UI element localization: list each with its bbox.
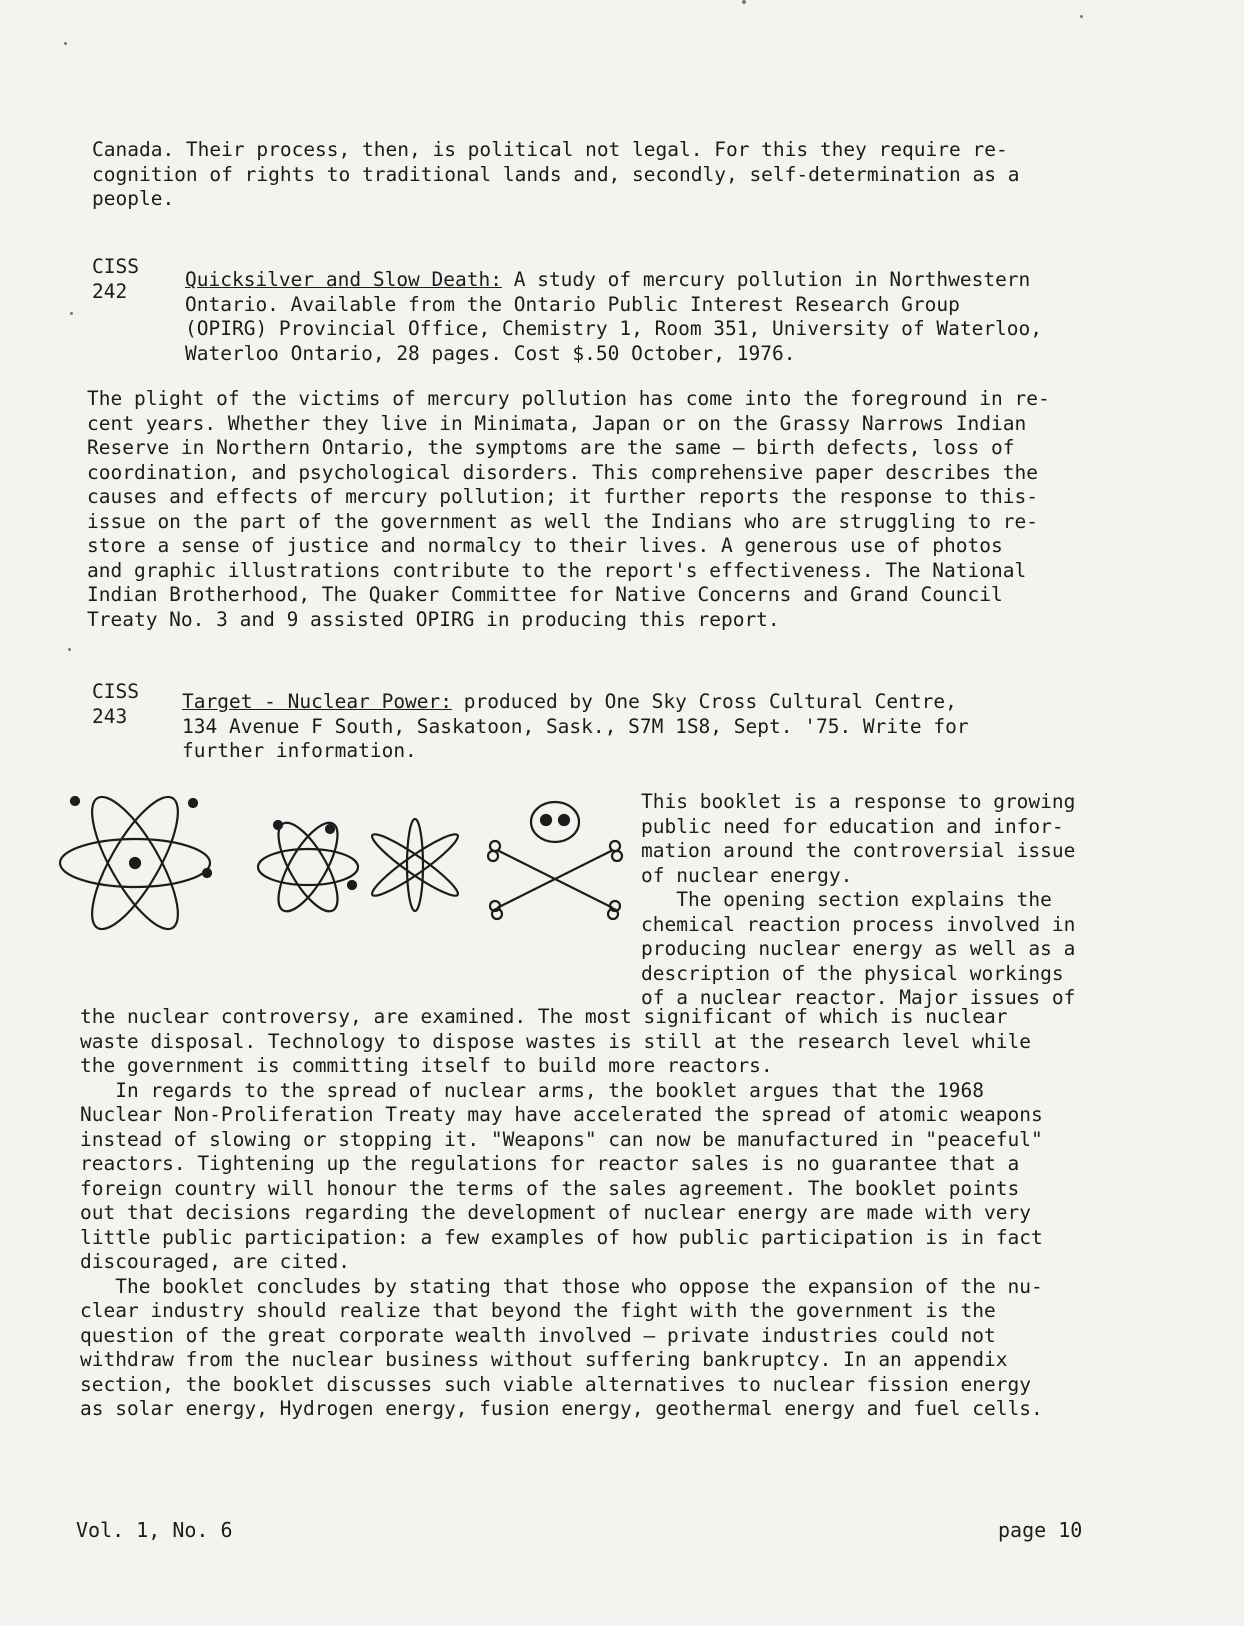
text-line: Reserve in Northern Ontario, the symptoms are the same — birth defects, loss of	[87, 436, 1015, 459]
text-line: public need for education and infor-	[641, 814, 1064, 838]
entry-title-rest-242: A study of mercury pollution in Northwestern	[501, 268, 1031, 291]
text-line: reactors. Tightening up the regulations for reactor sales is no guarantee that a	[80, 1152, 1020, 1175]
code-prefix: CISS	[92, 255, 139, 278]
text-line: The plight of the victims of mercury pollution has come into the foreground in re-	[87, 387, 1050, 410]
paper-speck	[64, 42, 67, 45]
text-line: coordination, and psychological disorders. This comprehensive paper describes the	[87, 460, 1038, 484]
paper-speck	[1080, 15, 1083, 18]
text-line: store a sense of justice and normalcy to their lives. A generous use of photos	[87, 534, 1003, 557]
footer-volume: Vol. 1, No. 6	[76, 1518, 233, 1542]
code-prefix: CISS	[92, 680, 139, 703]
text-line: causes and effects of mercury pollution; it further reports the response to this-	[87, 485, 1038, 508]
text-line: The opening section explains the	[641, 888, 1052, 911]
text-line: Ontario. Available from the Ontario Public Interest Research Group	[185, 292, 960, 316]
paper-speck	[68, 648, 71, 651]
entry-title-242: Quicksilver and Slow Death:	[185, 268, 502, 291]
code-number: 243	[92, 704, 128, 728]
text-line: The booklet concludes by stating that those who oppose the expansion of the nu-	[80, 1274, 1043, 1298]
text-line: Waterloo Ontario, 28 pages. Cost $.50 October, 1976.	[185, 341, 796, 365]
footer-page-number: page 10	[998, 1518, 1083, 1542]
text-line: foreign country will honour the terms of the sales agreement. The booklet points	[80, 1176, 1020, 1200]
entry-body-243	[80, 1005, 1160, 1422]
text-line: Canada. Their process, then, is political not legal. For this they require re-	[92, 138, 1008, 161]
text-line: and graphic illustrations contribute to the report's effectiveness. The National	[87, 558, 1027, 582]
text-line: withdraw from the nuclear business without suffering bankruptcy. In an appendix	[80, 1348, 1008, 1371]
entry-title-rest-243: produced by One Sky Cross Cultural Centre,	[452, 690, 957, 713]
text-line: as solar energy, Hydrogen energy, fusion energy, geothermal energy and fuel cells.	[80, 1397, 1043, 1420]
text-line: of nuclear energy.	[641, 863, 853, 887]
text-line: (OPIRG) Provincial Office, Chemistry 1, Room 351, University of Waterloo,	[185, 317, 1043, 340]
text-line: the nuclear controversy, are examined. The most significant of which is nuclear	[80, 1005, 1008, 1028]
entry-code-243	[92, 680, 172, 729]
entry-title-243: Target - Nuclear Power:	[182, 690, 453, 713]
paper-speck	[70, 312, 73, 315]
skull-and-crossbones-icon	[488, 802, 622, 919]
text-line: cognition of rights to traditional lands and, secondly, self-determination as a	[92, 162, 1020, 186]
text-line: section, the booklet discusses such viable alternatives to nuclear fission energy	[80, 1372, 1031, 1396]
text-line: question of the great corporate wealth involved — private industries could not	[80, 1323, 996, 1347]
text-line: the government is committing itself to build more reactors.	[80, 1054, 773, 1077]
text-line: instead of slowing or stopping it. "Weapons" can now be manufactured in "peaceful"	[80, 1127, 1043, 1151]
entry-header-243	[182, 690, 1132, 764]
text-line: producing nuclear energy as well as a	[641, 937, 1076, 960]
text-line: issue on the part of the government as well the Indians who are struggling to re-	[87, 509, 1038, 533]
text-line: Nuclear Non-Proliferation Treaty may have accelerated the spread of atomic weapons	[80, 1103, 1043, 1126]
text-line: cent years. Whether they live in Minimata, Japan or on the Grassy Narrows Indian	[87, 411, 1027, 435]
text-line: 134 Avenue F South, Saskatoon, Sask., S7M 1S8, Sept. '75. Write for	[182, 714, 969, 738]
text-line: mation around the controversial issue	[641, 839, 1076, 862]
text-line: people.	[92, 187, 175, 210]
text-line: discouraged, are cited.	[80, 1250, 351, 1273]
paper-speck	[742, 0, 746, 4]
text-line: of a nuclear reactor. Major issues of	[641, 986, 1076, 1009]
text-line: further information.	[182, 739, 417, 762]
entry-side-text-243	[641, 790, 1101, 1011]
nuclear-symbols-illustration	[40, 775, 640, 950]
text-line: Treaty No. 3 and 9 assisted OPIRG in producing this report.	[87, 607, 780, 631]
text-line: chemical reaction process involved in	[641, 912, 1076, 936]
crossed-bones-icon	[367, 819, 463, 911]
text-line: In regards to the spread of nuclear arms, the booklet argues that the 1968	[80, 1078, 984, 1102]
text-line: out that decisions regarding the development of nuclear energy are made with very	[80, 1201, 1031, 1224]
intro-paragraph	[92, 138, 1092, 212]
code-number: 242	[92, 279, 128, 303]
text-line: Indian Brotherhood, The Quaker Committee for Native Concerns and Grand Council	[87, 583, 1003, 606]
text-line: description of the physical workings	[641, 961, 1064, 985]
entry-body-242	[87, 387, 1147, 632]
entry-code-242	[92, 255, 172, 304]
atom-icon	[60, 786, 211, 940]
text-line: clear industry should realize that beyond the fight with the government is the	[80, 1299, 996, 1322]
text-line: little public participation: a few examples of how public participation is in fact	[80, 1225, 1043, 1249]
entry-header-242	[185, 268, 1135, 366]
text-line: waste disposal. Technology to dispose wastes is still at the research level while	[80, 1029, 1031, 1053]
text-line: This booklet is a response to growing	[641, 790, 1076, 813]
atom-icon	[258, 815, 358, 920]
